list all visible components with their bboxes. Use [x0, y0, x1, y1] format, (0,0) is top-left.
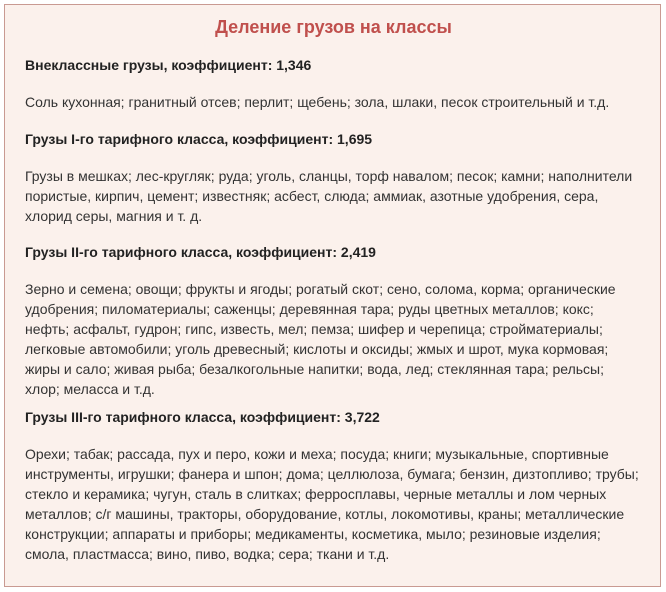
cargo-classes-panel	[4, 4, 661, 587]
section-text: Орехи; табак; рассада, пух и перо, кожи и меха; посуда; книги; музыкальные, спортивные инструменты, игрушки; фанера и шпон; дома; целлюлоза, бумага; бензин, дизтопливо; трубы; стекло и керамика; чугун, сталь в слитках; ферросплавы, черные металлы и лом черных металлов; с/г машины, тракторы, оборудование, котлы, локомотивы, краны; металлические конструкции; аппараты и приборы; медикаменты, косметика, мыло; резиновые изделия; смола, пластмасса; вино, пиво, водка; сера; ткани и т.д.	[25, 446, 639, 562]
section-class-2	[25, 243, 642, 399]
section-heading: Грузы III-го тарифного класса, коэффициент: 3,722	[25, 409, 380, 425]
page-title: Деление грузов на классы	[215, 17, 452, 37]
section-heading: Грузы I-го тарифного класса, коэффициент: 1,695	[25, 131, 373, 147]
section-text: Зерно и семена; овощи; фрукты и ягоды; рогатый скот; сено, солома, корма; органические удобрения; пиломатериалы; саженцы; деревянная тара; руды цветных металлов; кокс; нефть; асфальт, гудрон; гипс, известь, мел; пемза; шифер и черепица; стройматериалы; легковые автомобили; уголь древесный; кислоты и оксиды; жмых и шрот, мука кормовая; жиры и сало; живая рыба; безалкогольные напитки; вода, лед; стеклянная тара; рельсы; хлор; меласса и т.д.	[25, 281, 616, 397]
section-class-3	[25, 408, 642, 564]
section-class-1	[25, 130, 642, 226]
section-text: Соль кухонная; гранитный отсев; перлит; щебень; зола, шлаки, песок строительный и т.д.	[25, 94, 610, 110]
section-heading: Грузы II-го тарифного класса, коэффициент: 2,419	[25, 244, 376, 260]
section-text: Грузы в мешках; лес-кругляк; руда; уголь, сланцы, торф навалом; песок; камни; наполнители пористые, кирпич, цемент; известняк; асбест, слюда; аммиак, азотные удобрения, сера, хлорид серы, магния и т. д.	[25, 168, 633, 224]
section-out-of-class	[25, 56, 642, 112]
section-heading: Внеклассные грузы, коэффициент: 1,346	[25, 57, 312, 73]
